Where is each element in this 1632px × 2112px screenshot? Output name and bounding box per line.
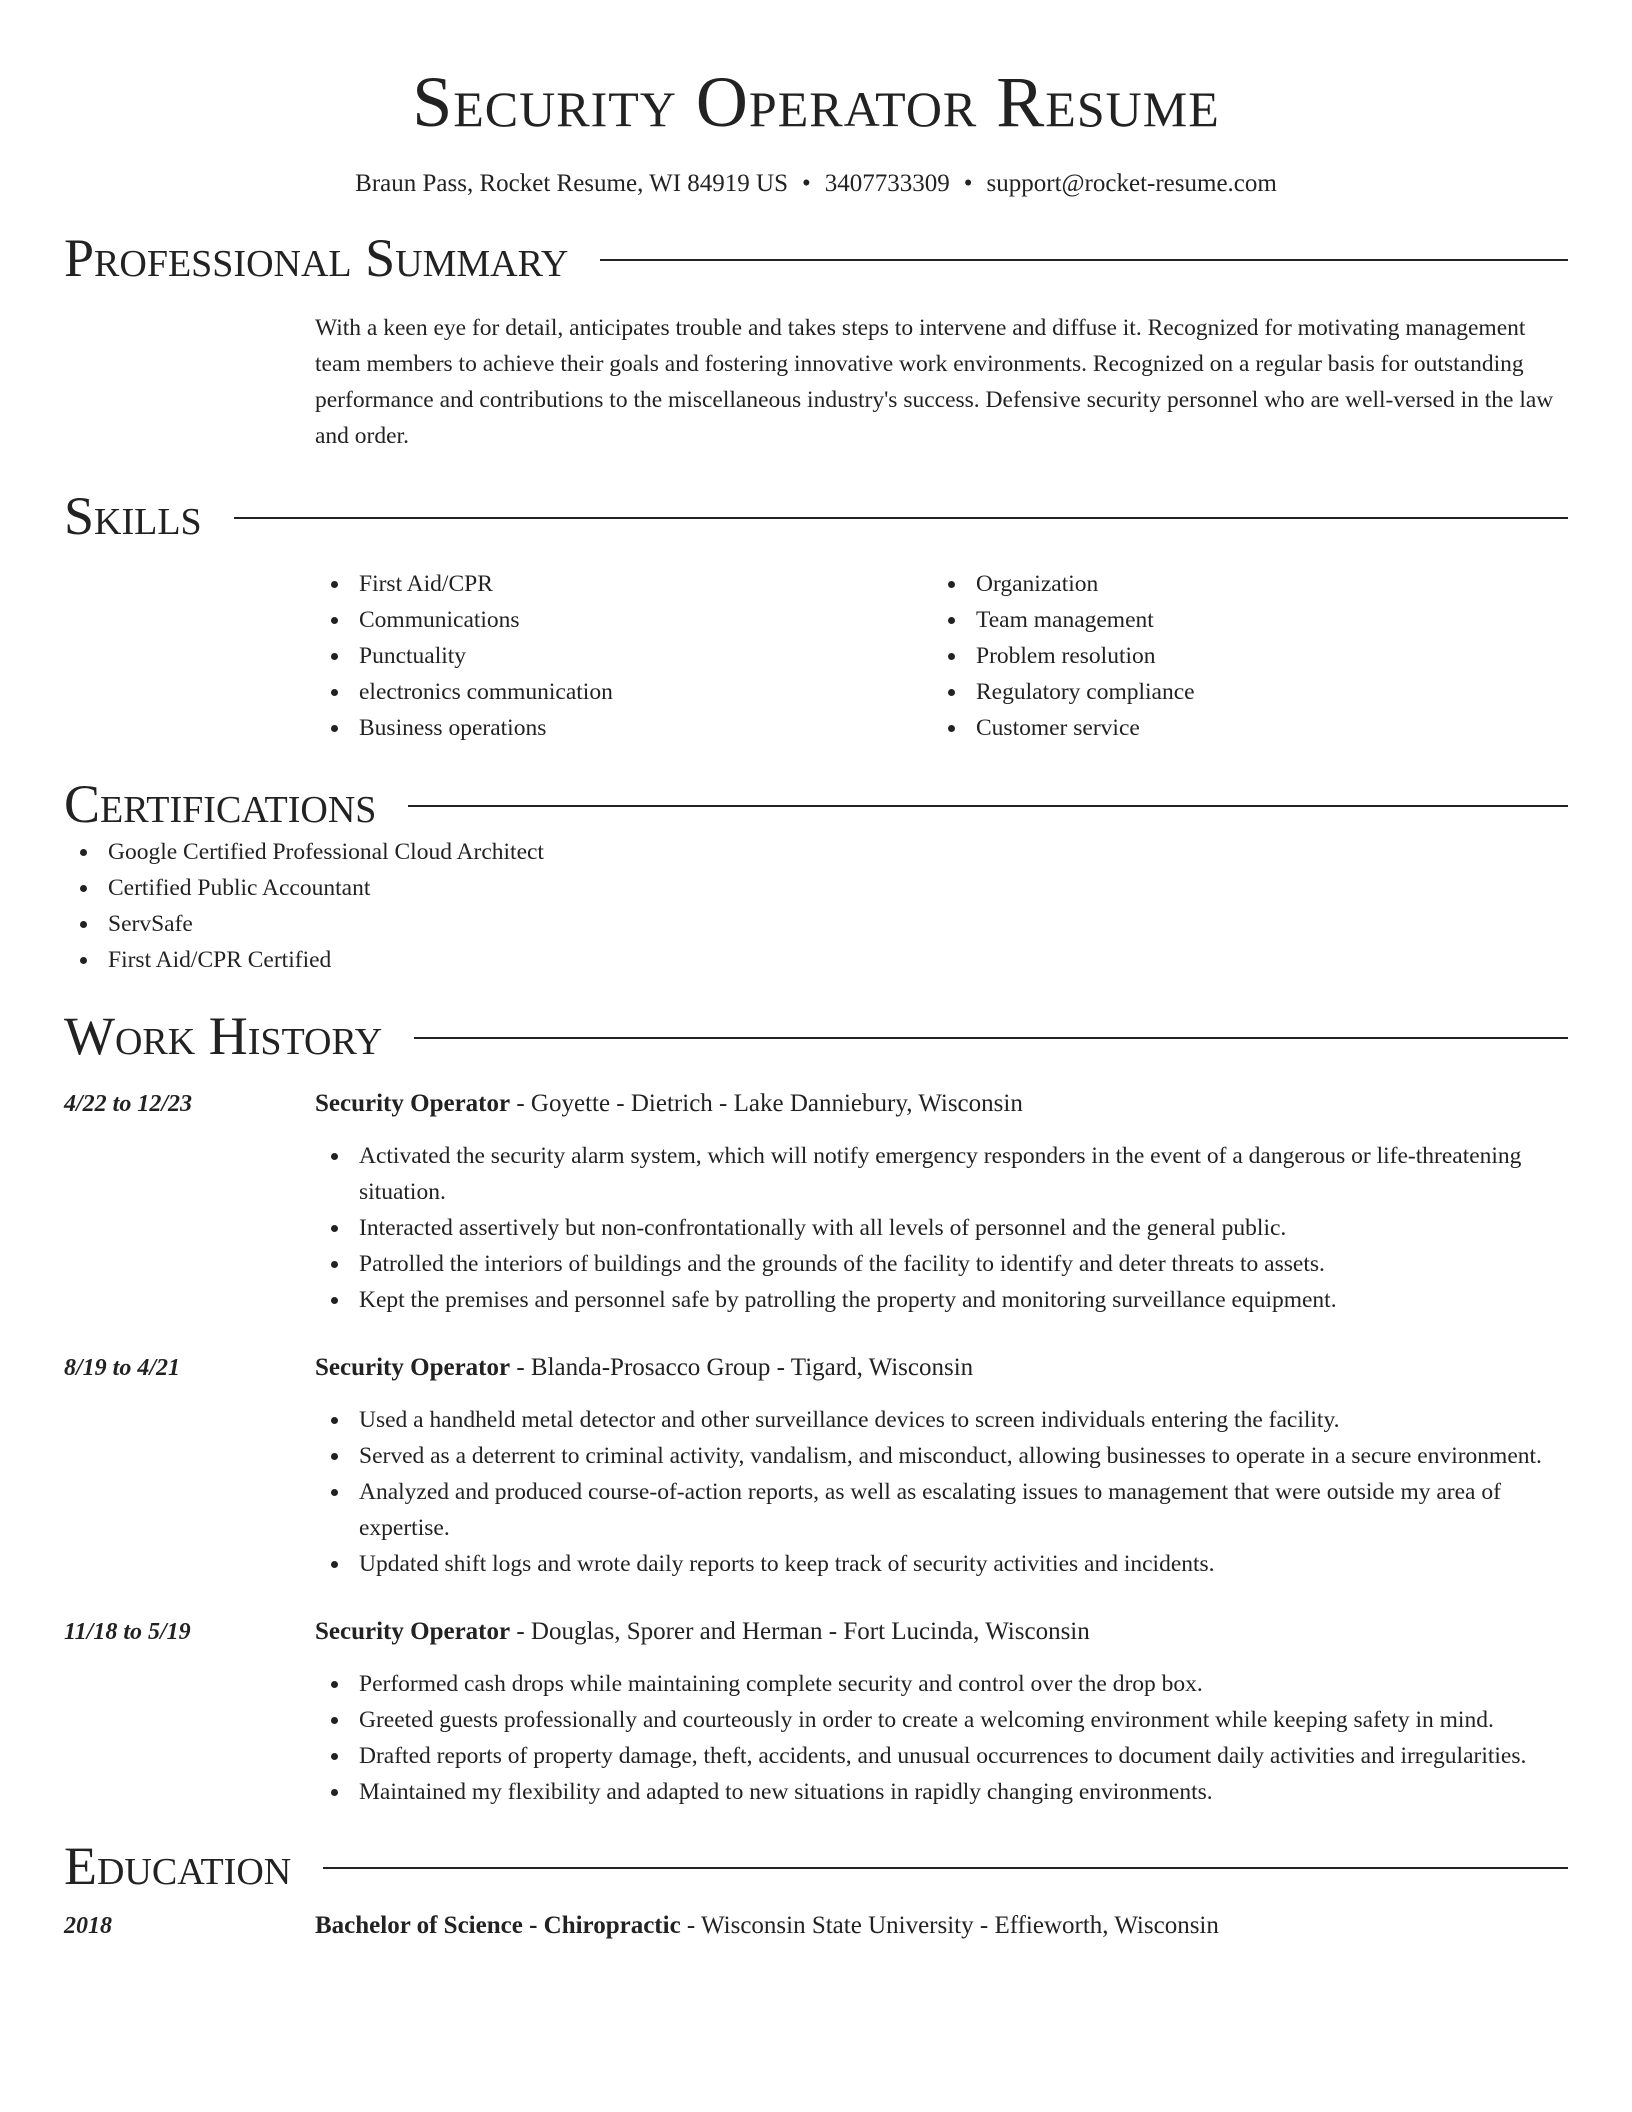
job-duty: Greeted guests professionally and courteously in order to create a welcoming environment while keeping safety in mind. [315, 1702, 1568, 1738]
certification-item: Certified Public Accountant [64, 870, 1568, 906]
contact-email: support@rocket-resume.com [986, 170, 1277, 197]
job-duty: Updated shift logs and wrote daily reports to keep track of security activities and incidents. [315, 1546, 1568, 1582]
job-duty: Drafted reports of property damage, theft, accidents, and unusual occurrences to document daily activities and irregularities. [315, 1738, 1568, 1774]
job-entry [64, 1614, 1568, 1810]
education-heading: Education [64, 1836, 292, 1896]
certifications-section-header [64, 774, 1568, 834]
page-title: Security Operator Resume [412, 62, 1220, 142]
certification-item: First Aid/CPR Certified [64, 942, 1568, 978]
work-history-section-header [64, 1006, 1568, 1066]
skills-list [315, 566, 1568, 746]
education-date: 2018 [64, 1913, 112, 1939]
skill-item: Regulatory compliance [932, 674, 1549, 710]
job-dates: 8/19 to 4/21 [64, 1355, 181, 1381]
job-employer: - Douglas, Sporer and Herman - Fort Lucinda, Wisconsin [510, 1618, 1090, 1645]
certifications-list [64, 834, 1568, 978]
skill-item: Business operations [315, 710, 932, 746]
skills-section-header [64, 486, 1568, 546]
job-duty: Served as a deterrent to criminal activity, vandalism, and misconduct, allowing businesses to operate in a secure environment. [315, 1438, 1568, 1474]
job-duties [315, 1666, 1568, 1810]
job-heading [315, 1086, 1568, 1122]
section-divider [600, 259, 1568, 261]
contact-separator: • [802, 170, 811, 197]
job-duties [315, 1138, 1568, 1318]
contact-separator: • [963, 170, 973, 197]
job-duty: Kept the premises and personnel safe by patrolling the property and monitoring surveillance equipment. [315, 1282, 1568, 1318]
education-degree: Bachelor of Science - Chiropractic [315, 1912, 681, 1939]
certifications-heading: Certifications [64, 774, 377, 834]
job-dates: 4/22 to 12/23 [64, 1091, 193, 1117]
job-duties [315, 1402, 1568, 1582]
section-divider [234, 517, 1568, 519]
contact-line [64, 168, 1568, 200]
summary-heading: Professional Summary [64, 228, 569, 288]
summary-section-header [64, 228, 1568, 288]
job-heading [315, 1350, 1568, 1386]
contact-phone: 3407733309 [824, 170, 950, 197]
job-entry [64, 1350, 1568, 1582]
job-duty: Performed cash drops while maintaining complete security and control over the drop box. [315, 1666, 1568, 1702]
job-duty: Interacted assertively but non-confrontationally with all levels of personnel and the general public. [315, 1210, 1568, 1246]
job-employer: - Blanda-Prosacco Group - Tigard, Wisconsin [510, 1354, 974, 1381]
job-employer: - Goyette - Dietrich - Lake Danniebury, Wisconsin [510, 1090, 1023, 1117]
job-duty: Activated the security alarm system, which will notify emergency responders in the event of a dangerous or life-threatening situation. [315, 1138, 1568, 1210]
education-heading-line [315, 1908, 1568, 1944]
skill-item: Punctuality [315, 638, 932, 674]
job-title: Security Operator [315, 1618, 511, 1645]
job-dates: 11/18 to 5/19 [64, 1619, 191, 1645]
certification-item: ServSafe [64, 906, 1568, 942]
skills-heading: Skills [64, 486, 202, 546]
section-divider [323, 1867, 1568, 1869]
section-divider [414, 1037, 1568, 1039]
skill-item: Communications [315, 602, 932, 638]
job-duty: Maintained my flexibility and adapted to new situations in rapidly changing environments. [315, 1774, 1568, 1810]
job-heading [315, 1614, 1568, 1650]
section-divider [408, 805, 1568, 807]
job-duty: Analyzed and produced course-of-action reports, as well as escalating issues to management that were outside my area of expertise. [315, 1474, 1568, 1546]
skill-item: electronics communication [315, 674, 932, 710]
contact-address: Braun Pass, Rocket Resume, WI 84919 US [355, 170, 788, 197]
job-title: Security Operator [315, 1354, 511, 1381]
certification-item: Google Certified Professional Cloud Architect [64, 834, 1568, 870]
skill-item: First Aid/CPR [315, 566, 932, 602]
skills-column-left [315, 566, 932, 746]
education-section-header [64, 1836, 1568, 1896]
job-title: Security Operator [315, 1090, 511, 1117]
skill-item: Problem resolution [932, 638, 1549, 674]
job-entry [64, 1086, 1568, 1318]
education-entry [64, 1908, 1568, 1960]
job-duty: Patrolled the interiors of buildings and the grounds of the facility to identify and deter threats to assets. [315, 1246, 1568, 1282]
education-institution: - Wisconsin State University - Effieworth, Wisconsin [680, 1912, 1219, 1939]
skills-column-right [932, 566, 1549, 746]
skill-item: Organization [932, 566, 1549, 602]
skill-item: Customer service [932, 710, 1549, 746]
summary-text: With a keen eye for detail, anticipates trouble and takes steps to intervene and diffuse it. Recognized for motivating management team members to achieve their goals and fostering innovative work environments. Recognized on a regular basis for outstanding performance and contributions to the miscellaneous industry's success. Defensive security personnel who are well-versed in the law and order. [315, 315, 1554, 449]
work-history-heading: Work History [64, 1006, 383, 1066]
job-duty: Used a handheld metal detector and other surveillance devices to screen individuals entering the facility. [315, 1402, 1568, 1438]
skill-item: Team management [932, 602, 1549, 638]
